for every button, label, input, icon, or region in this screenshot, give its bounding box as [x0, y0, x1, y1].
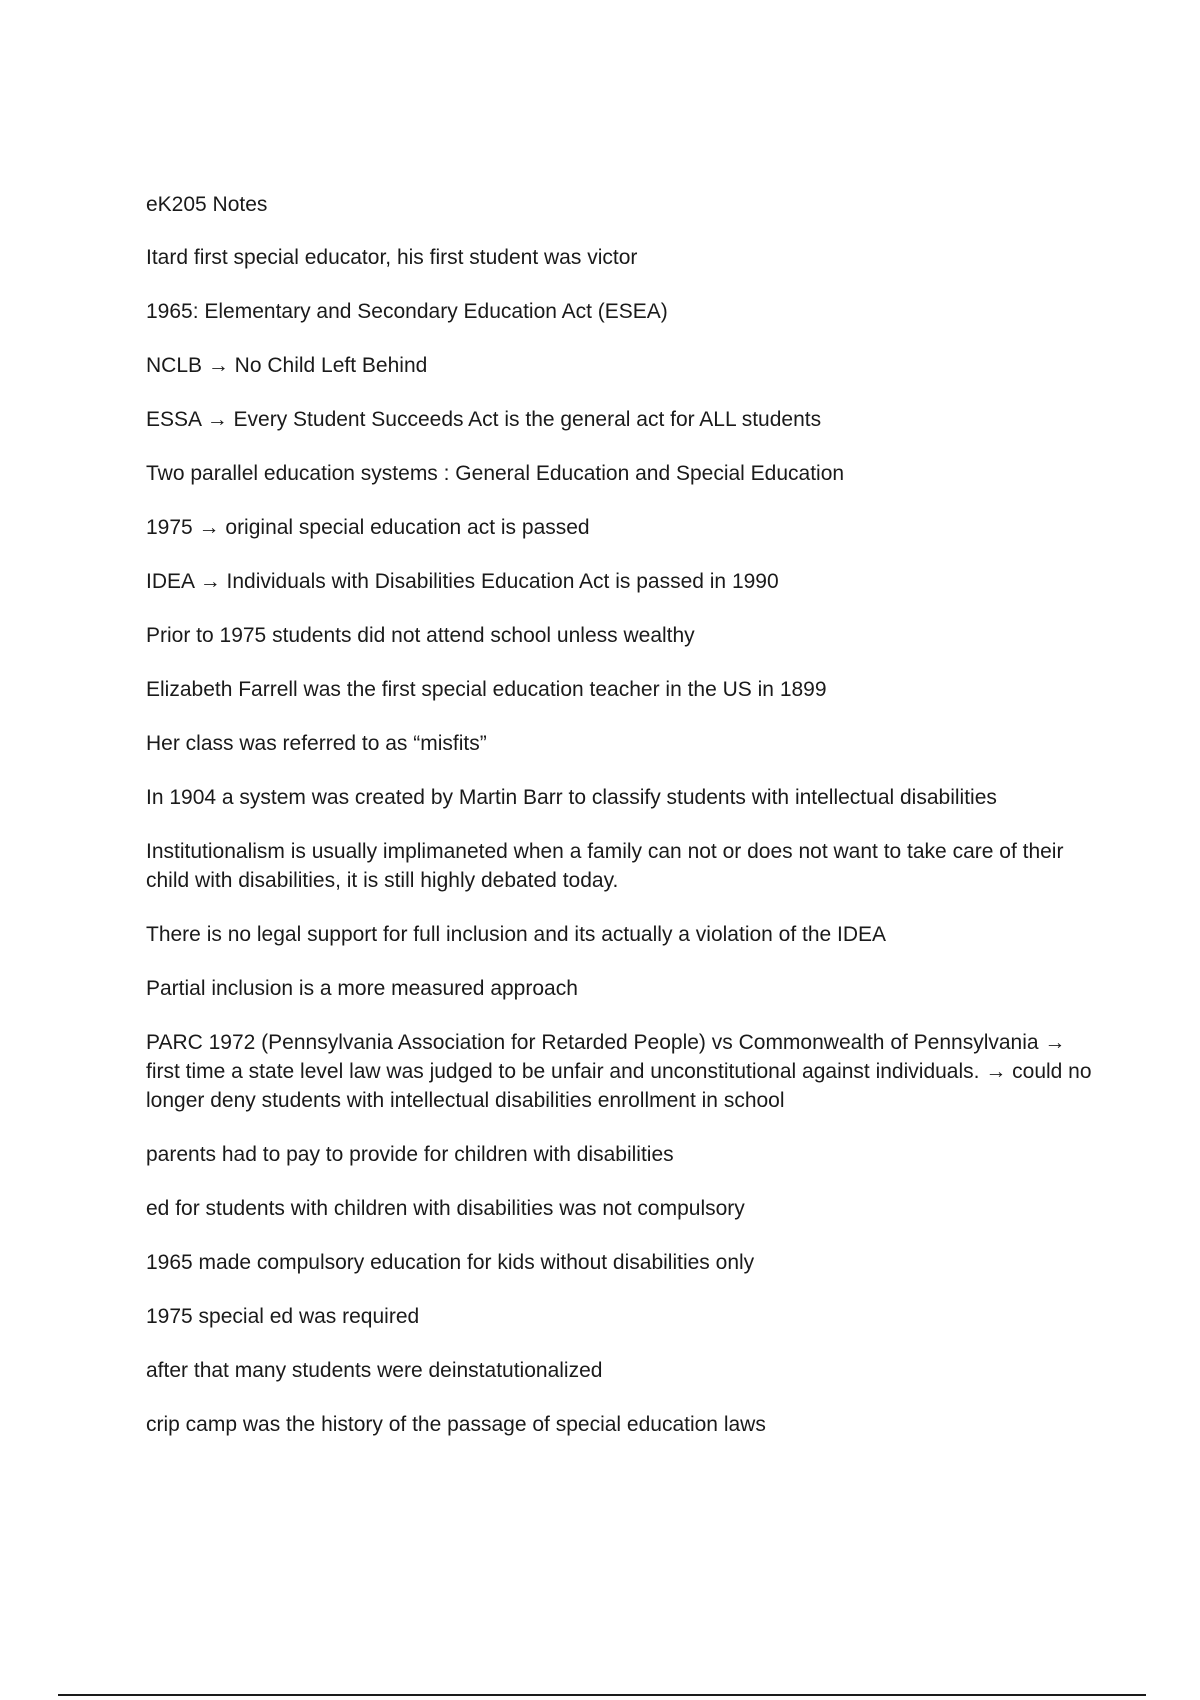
note-line: Elizabeth Farrell was the first special education teacher in the US in 1899 [146, 678, 827, 701]
note-line: ESSA → Every Student Succeeds Act is the general act for ALL students [146, 408, 822, 431]
note-line: 1975 special ed was required [146, 1305, 420, 1328]
note-line: Two parallel education systems : General Education and Special Education [146, 462, 845, 485]
note-line: There is no legal support for full inclusion and its actually a violation of the IDEA [146, 923, 887, 946]
note-line: Institutionalism is usually implimaneted when a family can not or does not want to take care of their child with disabilities, it is still highly debated today. [146, 840, 1064, 892]
note-line: Her class was referred to as “misfits” [146, 732, 487, 755]
note-line: PARC 1972 (Pennsylvania Association for Retarded People) vs Commonwealth of Pennsylvania → first time a state level law was judged to be unfair and unconstitutional against individuals. → could no longer deny students with intellectual disabilities enrollment in school [146, 1031, 1092, 1112]
document-title: eK205 Notes [146, 193, 268, 216]
note-line: Prior to 1975 students did not attend school unless wealthy [146, 624, 695, 647]
notes-body [146, 190, 1096, 1464]
note-line: crip camp was the history of the passage of special education laws [146, 1413, 766, 1436]
note-line: IDEA → Individuals with Disabilities Education Act is passed in 1990 [146, 570, 779, 593]
note-line: Itard first special educator, his first student was victor [146, 246, 638, 269]
bottom-divider [58, 1694, 1146, 1696]
note-line: after that many students were deinstatutionalized [146, 1359, 603, 1382]
note-line: In 1904 a system was created by Martin Barr to classify students with intellectual disabilities [146, 786, 997, 809]
note-line: ed for students with children with disabilities was not compulsory [146, 1197, 745, 1220]
note-line: parents had to pay to provide for children with disabilities [146, 1143, 674, 1166]
note-line: 1965 made compulsory education for kids without disabilities only [146, 1251, 755, 1274]
note-line: 1965: Elementary and Secondary Education Act (ESEA) [146, 300, 668, 323]
note-line: Partial inclusion is a more measured approach [146, 977, 578, 1000]
note-line: 1975 → original special education act is passed [146, 516, 590, 539]
note-line: NCLB → No Child Left Behind [146, 354, 428, 377]
